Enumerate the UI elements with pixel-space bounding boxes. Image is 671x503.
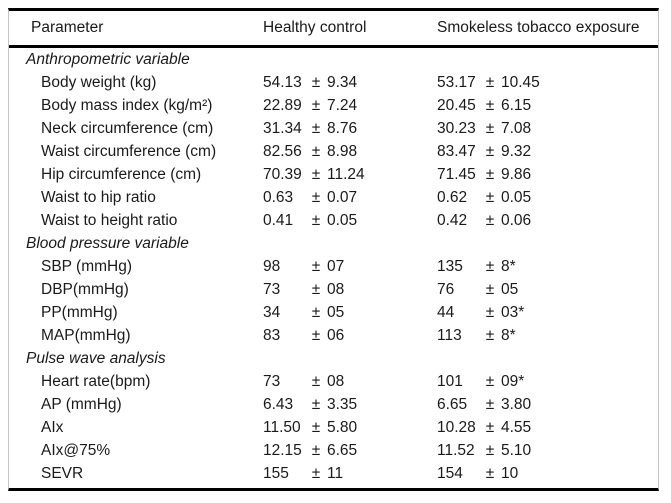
table-row [9, 209, 658, 232]
mean-value: 71.45 [437, 165, 476, 183]
parameter-label: Heart rate(bpm) [41, 372, 151, 390]
sd-value: 0.05 [327, 211, 358, 229]
table-row [9, 186, 658, 209]
results-table [8, 8, 659, 491]
sd-value: 5.80 [327, 418, 358, 436]
parameter-label: Waist to height ratio [41, 211, 178, 229]
table-row [9, 117, 658, 140]
plus-minus-sign: ± [311, 326, 321, 344]
plus-minus-sign: ± [485, 257, 495, 275]
plus-minus-sign: ± [311, 464, 321, 482]
mean-value: 34 [263, 303, 281, 321]
control-value-cell [263, 143, 437, 161]
plus-minus-sign: ± [485, 119, 495, 137]
exposure-value-cell [437, 396, 658, 414]
sd-value: 6.15 [501, 96, 532, 114]
plus-minus-sign: ± [311, 280, 321, 298]
plus-minus-sign: ± [485, 96, 495, 114]
sd-value: 11 [327, 464, 344, 482]
plus-minus-sign: ± [485, 441, 495, 459]
exposure-value-cell [437, 304, 658, 322]
plus-minus-sign: ± [311, 119, 321, 137]
mean-value: 155 [263, 464, 289, 482]
parameter-label: Waist circumference (cm) [41, 142, 217, 160]
control-value-cell [263, 419, 437, 437]
table-header-row [9, 11, 658, 48]
plus-minus-sign: ± [311, 73, 321, 91]
sd-value: 06 [327, 326, 345, 344]
plus-minus-sign: ± [311, 303, 321, 321]
column-header-healthy-control: Healthy control [263, 19, 367, 36]
parameter-label: MAP(mmHg) [41, 326, 131, 344]
mean-value: 83 [263, 326, 281, 344]
mean-value: 70.39 [263, 165, 302, 183]
exposure-value-cell [437, 419, 658, 437]
mean-value: 76 [437, 280, 455, 298]
control-value-cell [263, 97, 437, 115]
mean-value: 0.41 [263, 211, 294, 229]
table-row [9, 416, 658, 439]
parameter-label: Body weight (kg) [41, 73, 157, 91]
mean-value: 113 [437, 326, 462, 344]
plus-minus-sign: ± [311, 142, 321, 160]
plus-minus-sign: ± [485, 303, 495, 321]
mean-value: 54.13 [263, 73, 302, 91]
exposure-value-cell [437, 74, 658, 92]
mean-value: 73 [263, 372, 281, 390]
mean-value: 0.62 [437, 188, 468, 206]
exposure-value-cell [437, 189, 658, 207]
mean-value: 73 [263, 280, 281, 298]
exposure-value-cell [437, 212, 658, 230]
exposure-value-cell [437, 281, 658, 299]
mean-value: 11.52 [437, 441, 475, 459]
mean-value: 22.89 [263, 96, 302, 114]
table-row [9, 140, 658, 163]
sd-value: 8.98 [327, 142, 358, 160]
control-value-cell [263, 304, 437, 322]
parameter-label: SBP (mmHg) [41, 257, 133, 275]
mean-value: 11.50 [263, 418, 301, 436]
mean-value: 98 [263, 257, 281, 275]
exposure-value-cell [437, 97, 658, 115]
control-value-cell [263, 396, 437, 414]
table-row [9, 462, 658, 485]
control-value-cell [263, 74, 437, 92]
exposure-value-cell [437, 120, 658, 138]
sd-value: 8.76 [327, 119, 358, 137]
section-row [9, 347, 658, 370]
table-row [9, 393, 658, 416]
section-title: Blood pressure variable [26, 234, 189, 252]
table-row [9, 278, 658, 301]
plus-minus-sign: ± [311, 257, 321, 275]
plus-minus-sign: ± [485, 165, 495, 183]
parameter-label: Waist to hip ratio [41, 188, 156, 206]
sd-value: 7.24 [327, 96, 358, 114]
column-header-parameter: Parameter [31, 19, 104, 36]
exposure-value-cell [437, 373, 658, 391]
parameter-label: AIx@75% [41, 441, 111, 459]
control-value-cell [263, 281, 437, 299]
sd-value: 7.08 [501, 119, 532, 137]
exposure-value-cell [437, 327, 658, 345]
mean-value: 10.28 [437, 418, 476, 436]
sd-value: 07 [327, 257, 345, 275]
mean-value: 0.63 [263, 188, 294, 206]
sd-value: 5.10 [501, 441, 532, 459]
plus-minus-sign: ± [311, 211, 321, 229]
section-title: Anthropometric variable [26, 50, 190, 68]
sd-value: 05 [327, 303, 345, 321]
table-body [9, 48, 658, 485]
table-row [9, 94, 658, 117]
section-row [9, 48, 658, 71]
plus-minus-sign: ± [311, 418, 321, 436]
plus-minus-sign: ± [311, 188, 321, 206]
plus-minus-sign: ± [485, 142, 495, 160]
plus-minus-sign: ± [311, 165, 321, 183]
mean-value: 83.47 [437, 142, 476, 160]
section-row [9, 232, 658, 255]
control-value-cell [263, 373, 437, 391]
sd-value: 03* [501, 303, 525, 321]
control-value-cell [263, 442, 437, 460]
control-value-cell [263, 189, 437, 207]
plus-minus-sign: ± [485, 211, 495, 229]
plus-minus-sign: ± [485, 418, 495, 436]
sd-value: 9.32 [501, 142, 532, 160]
plus-minus-sign: ± [311, 96, 321, 114]
sd-value: 3.80 [501, 395, 532, 413]
parameter-label: AIx [41, 418, 64, 436]
plus-minus-sign: ± [311, 441, 321, 459]
exposure-value-cell [437, 465, 658, 483]
parameter-label: Hip circumference (cm) [41, 165, 202, 183]
table-row [9, 439, 658, 462]
sd-value: 09* [501, 372, 525, 390]
control-value-cell [263, 212, 437, 230]
parameter-label: Body mass index (kg/m²) [41, 96, 213, 114]
column-header-smokeless-tobacco-exposure: Smokeless tobacco exposure [437, 19, 640, 36]
parameter-label: DBP(mmHg) [41, 280, 129, 298]
table-row [9, 71, 658, 94]
plus-minus-sign: ± [485, 464, 495, 482]
parameter-label: Neck circumference (cm) [41, 119, 214, 137]
mean-value: 154 [437, 464, 463, 482]
plus-minus-sign: ± [311, 372, 321, 390]
mean-value: 31.34 [263, 119, 302, 137]
exposure-value-cell [437, 143, 658, 161]
plus-minus-sign: ± [485, 73, 495, 91]
control-value-cell [263, 327, 437, 345]
table-row [9, 324, 658, 347]
mean-value: 53.17 [437, 73, 476, 91]
sd-value: 08 [327, 280, 345, 298]
control-value-cell [263, 258, 437, 276]
mean-value: 30.23 [437, 119, 476, 137]
sd-value: 6.65 [327, 441, 358, 459]
sd-value: 8* [501, 326, 516, 344]
plus-minus-sign: ± [485, 326, 495, 344]
section-title: Pulse wave analysis [26, 349, 166, 367]
exposure-value-cell [437, 258, 658, 276]
table-row [9, 370, 658, 393]
sd-value: 8* [501, 257, 516, 275]
exposure-value-cell [437, 442, 658, 460]
sd-value: 0.06 [501, 211, 532, 229]
plus-minus-sign: ± [485, 372, 495, 390]
exposure-value-cell [437, 166, 658, 184]
sd-value: 3.35 [327, 395, 358, 413]
plus-minus-sign: ± [311, 395, 321, 413]
plus-minus-sign: ± [485, 395, 495, 413]
control-value-cell [263, 166, 437, 184]
mean-value: 12.15 [263, 441, 302, 459]
control-value-cell [263, 465, 437, 483]
table-row [9, 301, 658, 324]
sd-value: 0.07 [327, 188, 358, 206]
sd-value: 10 [501, 464, 519, 482]
sd-value: 08 [327, 372, 345, 390]
sd-value: 0.05 [501, 188, 532, 206]
sd-value: 10.45 [501, 73, 540, 91]
sd-value: 4.55 [501, 418, 532, 436]
sd-value: 9.34 [327, 73, 358, 91]
plus-minus-sign: ± [485, 280, 495, 298]
control-value-cell [263, 120, 437, 138]
parameter-label: SEVR [41, 464, 84, 482]
mean-value: 82.56 [263, 142, 302, 160]
mean-value: 101 [437, 372, 463, 390]
table-row [9, 163, 658, 186]
mean-value: 0.42 [437, 211, 468, 229]
sd-value: 11.24 [327, 165, 365, 183]
parameter-label: PP(mmHg) [41, 303, 118, 321]
parameter-label: AP (mmHg) [41, 395, 122, 413]
mean-value: 44 [437, 303, 455, 321]
mean-value: 6.43 [263, 395, 294, 413]
sd-value: 05 [501, 280, 519, 298]
mean-value: 135 [437, 257, 463, 275]
table-row [9, 255, 658, 278]
mean-value: 6.65 [437, 395, 468, 413]
plus-minus-sign: ± [485, 188, 495, 206]
sd-value: 9.86 [501, 165, 532, 183]
mean-value: 20.45 [437, 96, 476, 114]
